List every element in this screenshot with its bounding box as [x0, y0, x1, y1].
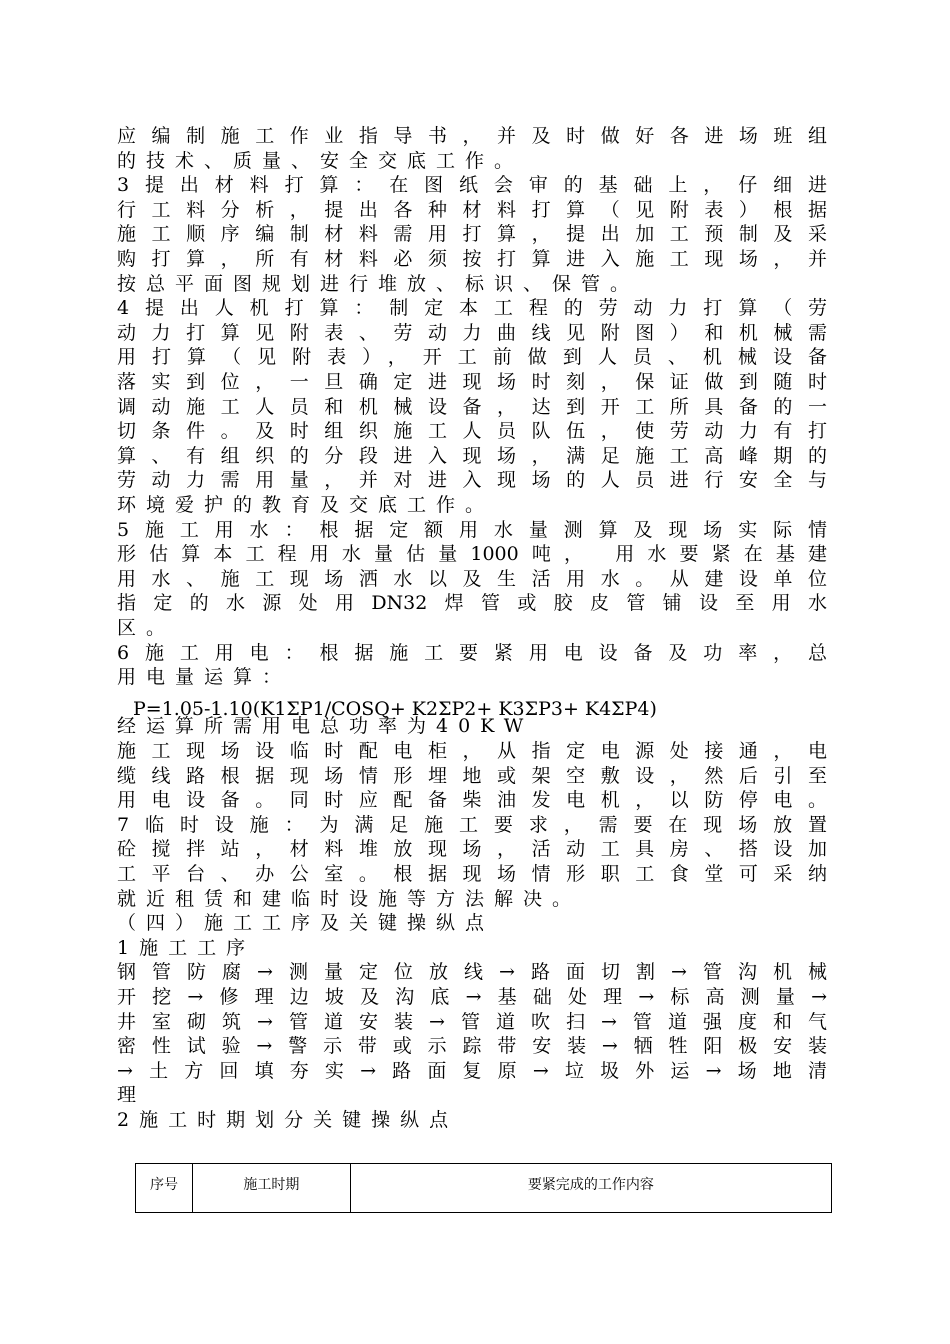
- text-line: 工平台、办公室。根据现场情形职工食堂可采纳: [117, 863, 827, 885]
- text-line: 就近租赁和建临时设施等方法解决。: [117, 887, 582, 910]
- table-header-cell: 序号: [136, 1164, 193, 1213]
- text-line: 用电设备。同时应配备柴油发电机，以防停电。: [117, 789, 827, 812]
- text-line: 的技术、质量、安全交底工作。: [117, 149, 524, 172]
- text-line: （四）施工工序及关键操纵点: [117, 912, 495, 935]
- text-line: 施工现场设临时配电柜，从指定电源处接通，电: [117, 740, 827, 762]
- text-line: 经运算所需用电总功率为40KW: [117, 715, 534, 738]
- schedule-table: [135, 1163, 832, 1213]
- text-line: 按总平面图规划进行堆放、标识、保管。: [117, 272, 640, 295]
- text-line: →土方回填夯实→路面复原→垃圾外运→场地清: [117, 1059, 827, 1082]
- text-line: 钢管防腐→测量定位放线→路面切割→管沟机械: [117, 961, 827, 984]
- text-line: 井室砌筑→管道安装→管道吹扫→管道强度和气: [117, 1010, 827, 1033]
- text-line: 砼搅拌站，材料堆放现场，活动工具房、搭设加: [117, 838, 827, 861]
- text-line: 缆线路根据现场情形埋地或架空敷设，然后引至: [117, 764, 827, 787]
- text-line: 用打算（见附表），开工前做到人员、机械设备: [117, 346, 827, 369]
- text-line: 指定的水源处用DN32焊管或胶皮管铺设至用水: [117, 592, 827, 615]
- text-line: 购打算，所有材料必须按打算进入施工现场，并: [117, 248, 827, 270]
- text-line: 开挖→修理边坡及沟底→基础处理→标高测量→: [117, 986, 827, 1008]
- table-header-row: [136, 1164, 832, 1213]
- table-header-cell: 施工时期: [192, 1164, 350, 1213]
- text-line: 算、有组织的分段进入现场，满足施工高峰期的: [117, 444, 827, 467]
- text-line: 形估算本工程用水量估量1000吨， 用水要紧在基建: [117, 543, 827, 566]
- table-header-cell: 要紧完成的工作内容: [350, 1164, 831, 1213]
- power-formula: P=1.05-1.10(K1ΣP1/COSQ+ K2ΣP2+ K3ΣP3+ K4ΣP4): [133, 698, 657, 720]
- text-line: 施工顺序编制材料需用打算，提出加工预制及采: [117, 223, 827, 246]
- text-line: 应编制施工作业指导书，并及时做好各进场班组: [117, 125, 827, 147]
- text-line: 落实到位，一旦确定进现场时刻，保证做到随时: [117, 371, 827, 393]
- text-line: 用电量运算：: [117, 666, 292, 689]
- text-line: 调动施工人员和机械设备，达到开工所具备的一: [117, 395, 827, 418]
- text-line: 1施工工序: [117, 936, 256, 959]
- text-line: 3提出材料打算：在图纸会审的基础上，仔细进: [117, 174, 827, 197]
- text-line: 环境爱护的教育及交底工作。: [117, 494, 495, 516]
- text-line: 5施工用水：根据定额用水量测算及现场实际情: [117, 518, 827, 541]
- text-line: 劳动力需用量，并对进入现场的人员进行安全与: [117, 469, 827, 492]
- text-line: 7临时设施：为满足施工要求，需要在现场放置: [117, 813, 827, 836]
- text-line: 区。: [117, 617, 176, 639]
- text-line: 切条件。及时组织施工人员队伍，使劳动力有打: [117, 420, 827, 443]
- text-line: 用水、施工现场洒水以及生活用水。从建设单位: [117, 567, 827, 590]
- text-line: 4提出人机打算：制定本工程的劳动力打算（劳: [117, 297, 827, 320]
- text-line: 6施工用电：根据施工要紧用电设备及功率，总: [117, 641, 827, 664]
- text-line: 密性试验→警示带或示踪带安装→牺牲阳极安装: [117, 1035, 827, 1058]
- text-line: 2施工时期划分关键操纵点: [117, 1109, 459, 1131]
- text-line: 动力打算见附表、劳动力曲线见附图）和机械需: [117, 321, 827, 344]
- text-line: 理: [117, 1084, 147, 1107]
- text-line: 行工料分析，提出各种材料打算（见附表）根据: [117, 198, 827, 221]
